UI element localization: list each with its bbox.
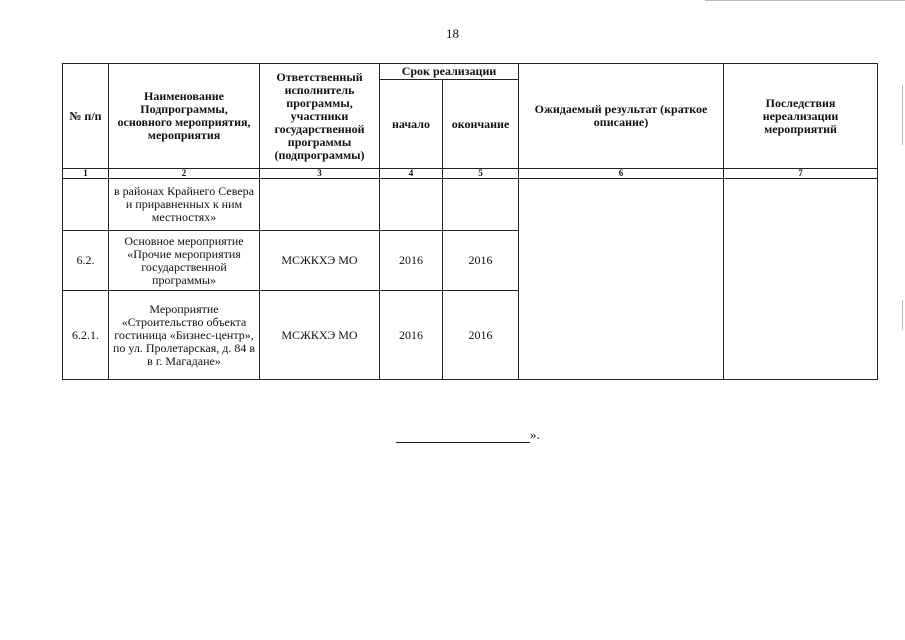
row-start: 2016 (380, 231, 443, 291)
row-name: Мероприятие «Строительство объекта гостиница «Бизнес-центр», по ул. Пролетарская, д. 84 в в г. Магадане» (109, 291, 260, 380)
column-number: 7 (724, 169, 878, 179)
page-number: 18 (446, 26, 459, 41)
program-table (62, 63, 878, 380)
row-name: Основное мероприятие «Прочие мероприятия государственной программы» (109, 231, 260, 291)
row-responsible: МСЖКХЭ МО (260, 291, 380, 380)
row-start: 2016 (380, 291, 443, 380)
header-name: Наименование Подпрограммы, основного мероприятия, мероприятия (109, 64, 260, 169)
row-responsible (260, 179, 380, 231)
row-start (380, 179, 443, 231)
row-result (519, 179, 724, 380)
scan-artifact (705, 0, 905, 1)
row-num (63, 179, 109, 231)
scan-artifact (902, 85, 903, 145)
header-result: Ожидаемый результат (краткое описание) (519, 64, 724, 169)
column-number: 2 (109, 169, 260, 179)
row-end: 2016 (443, 231, 519, 291)
column-number: 4 (380, 169, 443, 179)
row-num: 6.2.1. (63, 291, 109, 380)
header-responsible: Ответственный исполнитель программы, участники государственной программы (подпрограммы) (260, 64, 380, 169)
scan-artifact (902, 300, 903, 330)
row-end: 2016 (443, 291, 519, 380)
column-number: 1 (63, 169, 109, 179)
header-term: Срок реализации (380, 64, 519, 80)
column-number-row (63, 169, 878, 179)
row-responsible: МСЖКХЭ МО (260, 231, 380, 291)
signature-underline (396, 430, 530, 443)
row-name: в районах Крайнего Севера и приравненных к ним местностях» (109, 179, 260, 231)
column-number: 6 (519, 169, 724, 179)
table-row (63, 179, 878, 231)
row-end (443, 179, 519, 231)
closing-line (396, 427, 540, 443)
header-consequences: Последствия нереализации мероприятий (724, 64, 878, 169)
header-start: начало (380, 80, 443, 169)
column-number: 3 (260, 169, 380, 179)
row-num: 6.2. (63, 231, 109, 291)
row-consequences (724, 179, 878, 380)
column-number: 5 (443, 169, 519, 179)
header-end: окончание (443, 80, 519, 169)
header-num: № п/п (63, 64, 109, 169)
closing-suffix: ». (530, 427, 540, 442)
